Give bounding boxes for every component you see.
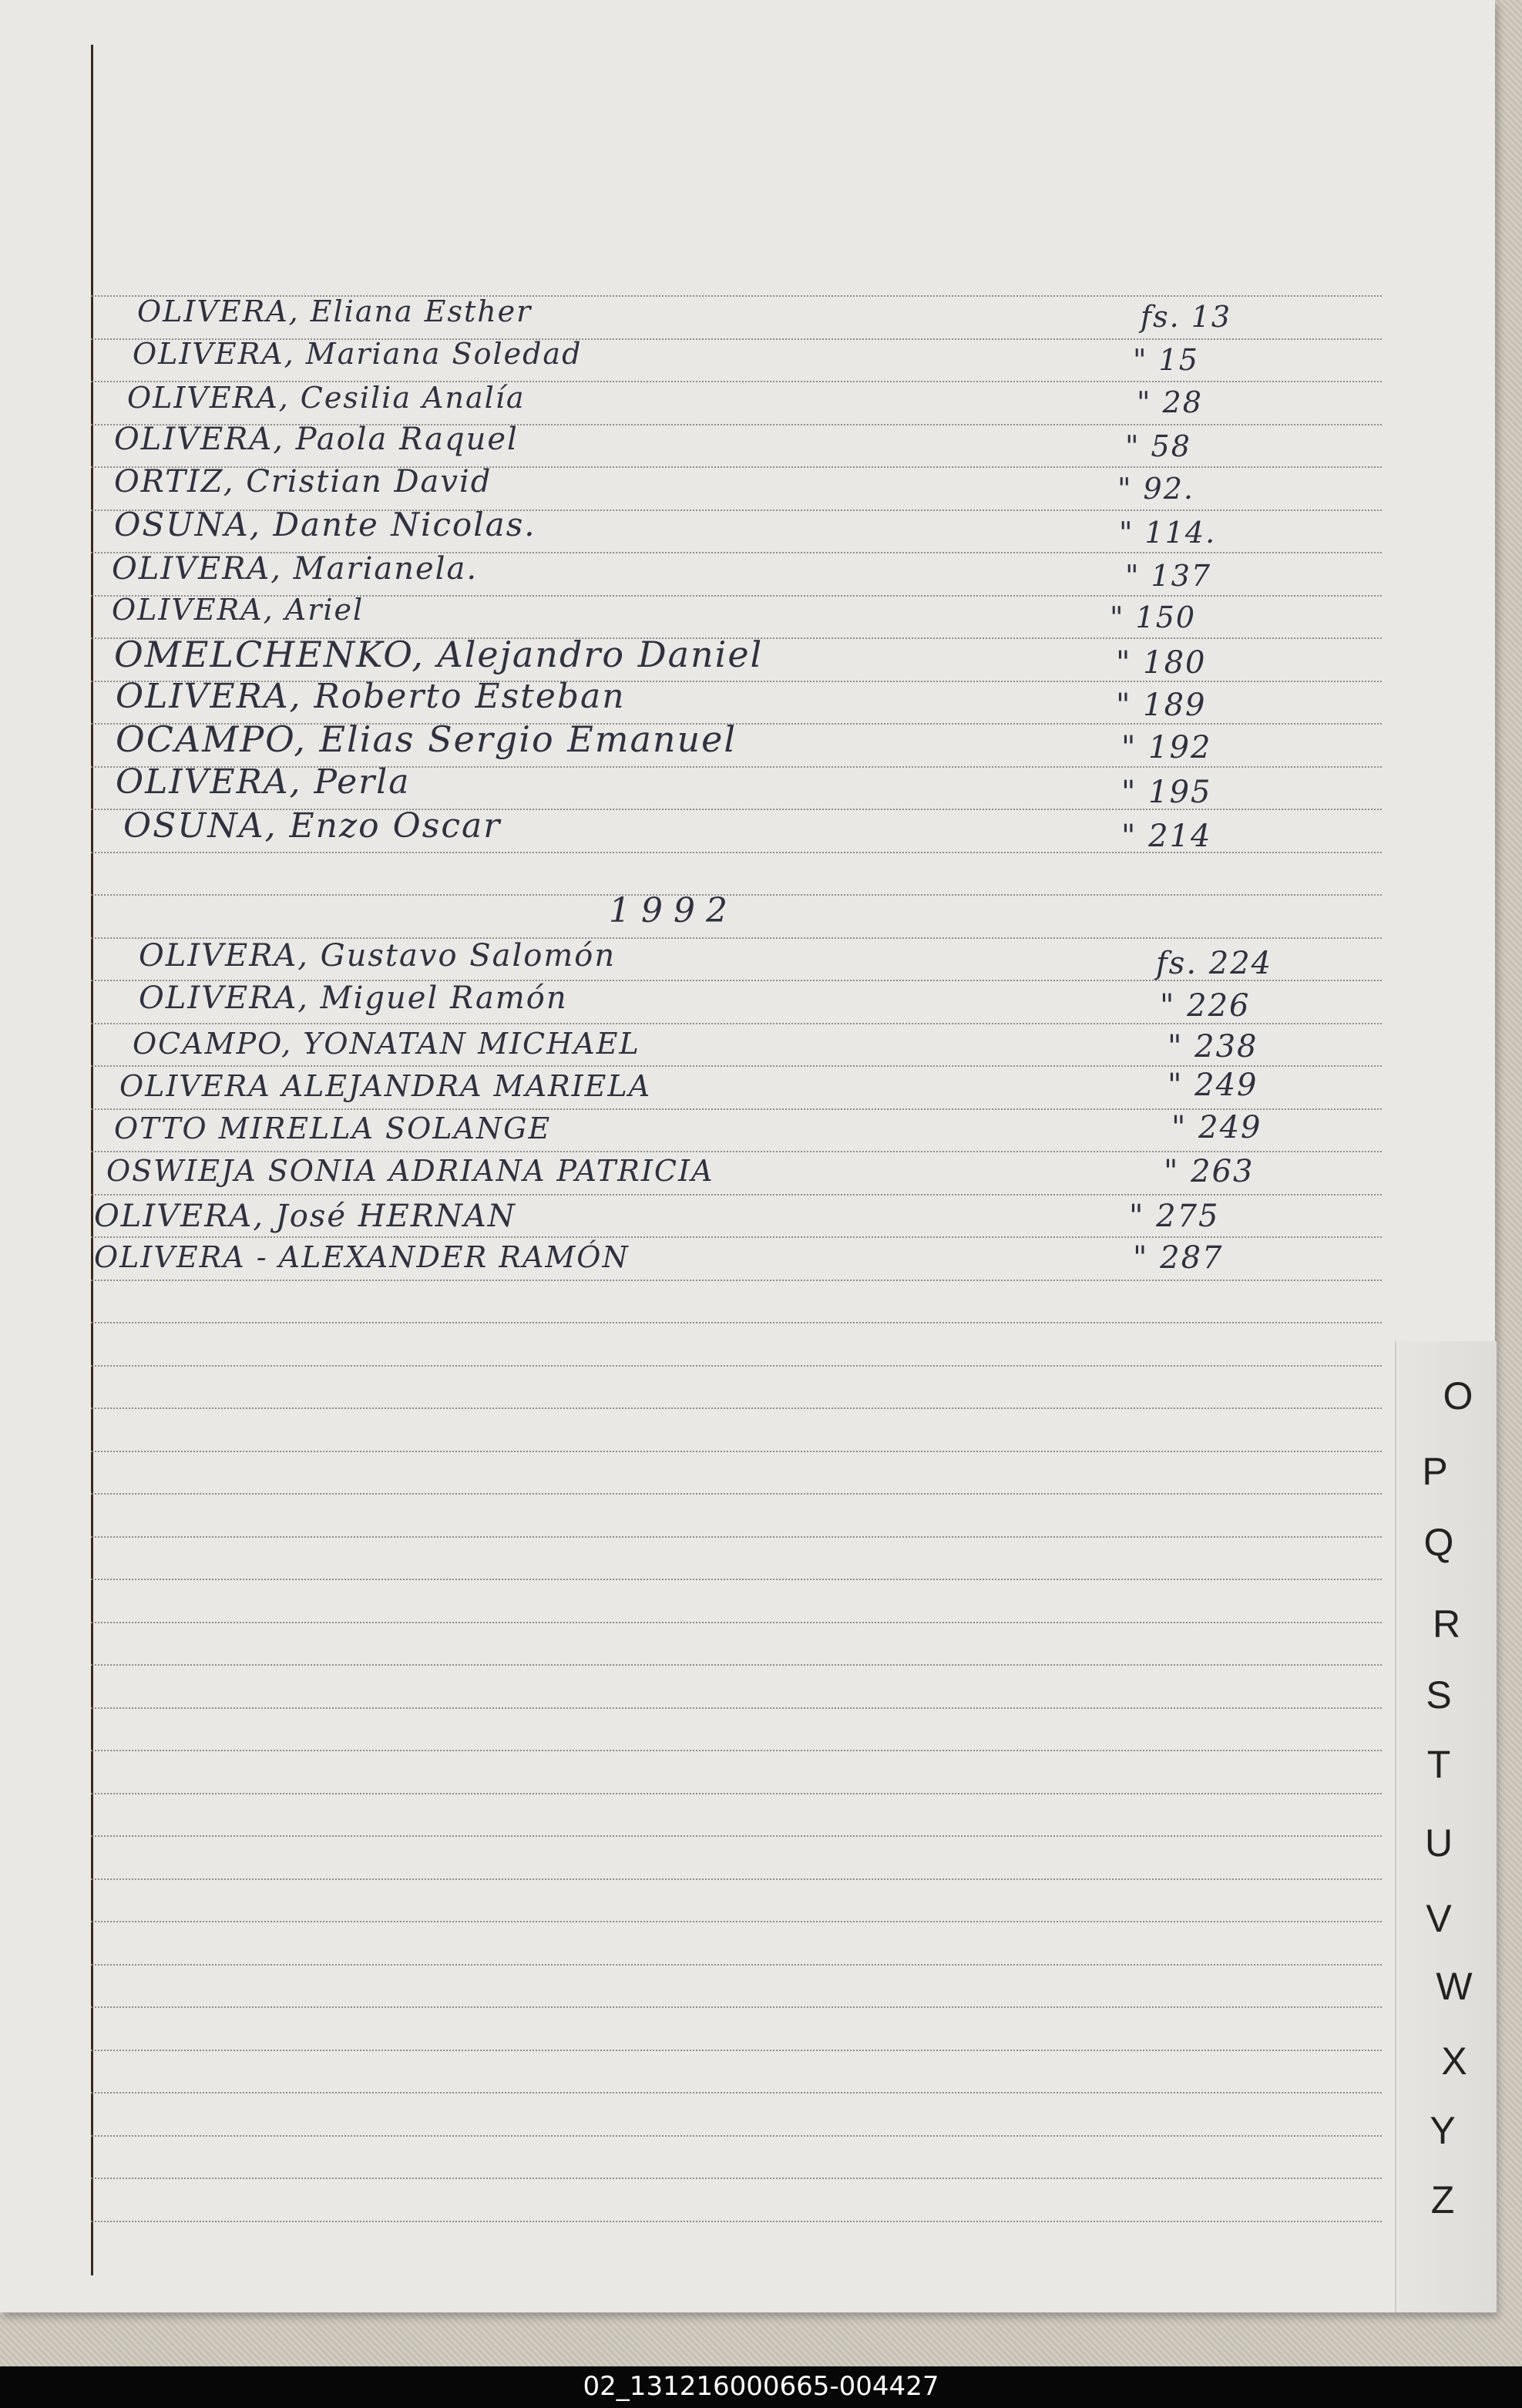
entry-folio: " 189 xyxy=(1116,688,1207,723)
entry-name: OLIVERA, Ariel xyxy=(112,593,365,627)
entry-folio: " 238 xyxy=(1168,1029,1258,1064)
entry-folio: " 249 xyxy=(1168,1068,1258,1103)
entry-name: OLIVERA, Gustavo Salomón xyxy=(139,938,617,974)
entry-name: OLIVERA, Paola Raquel xyxy=(114,422,519,457)
entry-name: OLIVERA - ALEXANDER RAMÓN xyxy=(94,1240,630,1274)
alphabet-index-tabs xyxy=(1395,1341,1497,2312)
entry-folio: " 226 xyxy=(1160,988,1251,1024)
entry-name: OLIVERA, Perla xyxy=(116,762,411,802)
index-tab-letter[interactable]: Q xyxy=(1423,1521,1454,1564)
entry-name: OCAMPO, YONATAN MICHAEL xyxy=(133,1027,640,1061)
entry-name: OLIVERA, Mariana Soledad xyxy=(133,337,583,371)
entry-name: OLIVERA, Roberto Esteban xyxy=(116,677,626,716)
entry-name: OLIVERA, Marianela. xyxy=(112,551,479,587)
entry-folio: fs. 13 xyxy=(1141,300,1232,334)
index-tab-letter[interactable]: S xyxy=(1426,1673,1452,1717)
entry-name: OLIVERA, Miguel Ramón xyxy=(139,980,568,1016)
index-tab-letter[interactable]: R xyxy=(1432,1603,1461,1646)
index-tab-letter[interactable]: Y xyxy=(1430,2109,1456,2152)
entry-name: OSWIEJA SONIA ADRIANA PATRICIA xyxy=(106,1154,714,1188)
entry-name: ORTIZ, Cristian David xyxy=(114,464,492,499)
index-tab-letter[interactable]: T xyxy=(1426,1743,1451,1786)
entry-name: OLIVERA, Eliana Esther xyxy=(137,294,533,328)
entry-folio: fs. 224 xyxy=(1156,946,1273,981)
entry-folio: " 92. xyxy=(1117,472,1194,506)
index-tab-letter[interactable]: X xyxy=(1441,2040,1467,2083)
entry-folio: " 15 xyxy=(1133,343,1199,377)
index-tab-letter[interactable]: O xyxy=(1443,1374,1473,1418)
index-tab-letter[interactable]: U xyxy=(1424,1821,1453,1865)
entry-folio: " 195 xyxy=(1121,775,1212,810)
entry-name: OTTO MIRELLA SOLANGE xyxy=(114,1112,552,1145)
index-tab-letter[interactable]: P xyxy=(1422,1450,1448,1493)
entry-name: OLIVERA, Cesilia Analía xyxy=(127,381,526,415)
entry-name: OLIVERA ALEJANDRA MARIELA xyxy=(119,1069,652,1103)
entry-folio: " 275 xyxy=(1129,1199,1220,1234)
index-tab-letter[interactable]: W xyxy=(1436,1965,1473,2008)
entry-name: OCAMPO, Elias Sergio Emanuel xyxy=(116,718,737,760)
entry-folio: " 150 xyxy=(1110,600,1197,634)
entry-folio: " 137 xyxy=(1125,559,1212,593)
entry-name: OSUNA, Enzo Oscar xyxy=(123,806,502,846)
entry-folio: " 192 xyxy=(1121,730,1212,765)
entry-name: OSUNA, Dante Nicolas. xyxy=(114,506,536,543)
entry-folio: " 114. xyxy=(1119,516,1217,550)
year-heading: 1992 xyxy=(609,891,738,930)
entry-folio: " 249 xyxy=(1171,1110,1262,1145)
entry-folio: " 28 xyxy=(1137,385,1203,419)
entry-folio: " 263 xyxy=(1164,1154,1255,1189)
entry-folio: " 180 xyxy=(1116,645,1207,681)
scan-file-label: 02_131216000665-004427 xyxy=(583,2371,939,2402)
entry-folio: " 287 xyxy=(1133,1240,1224,1276)
entry-name: OMELCHENKO, Alejandro Daniel xyxy=(114,634,764,675)
entry-folio: " 214 xyxy=(1121,819,1212,854)
index-tab-letter[interactable]: Z xyxy=(1430,2178,1455,2221)
index-tab-letter[interactable]: V xyxy=(1426,1897,1452,1940)
entry-name: OLIVERA, José HERNAN xyxy=(94,1199,516,1234)
entry-folio: " 58 xyxy=(1125,429,1191,463)
